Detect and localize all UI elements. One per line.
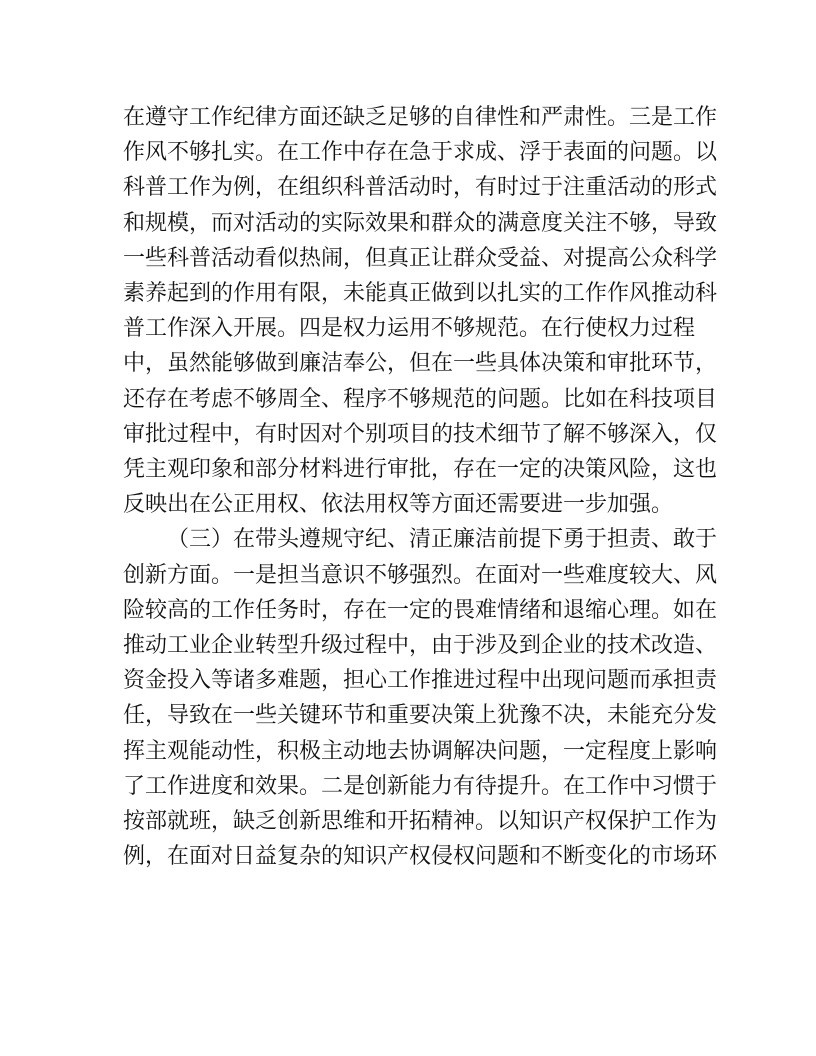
text-line: 中，虽然能够做到廉洁奉公，但在一些具体决策和审批环节，	[123, 351, 718, 377]
text-line: 挥主观能动性，积极主动地去协调解决问题，一定程度上影响	[123, 738, 718, 764]
text-line: 在遵守工作纪律方面还缺乏足够的自律性和严肃性。三是工作	[123, 105, 718, 130]
text-line: 险较高的工作任务时，存在一定的畏难情绪和退缩心理。如在	[123, 597, 718, 623]
text-line: 推动工业企业转型升级过程中，由于涉及到企业的技术改造、	[123, 633, 718, 659]
text-line: 审批过程中，有时因对个别项目的技术细节了解不够深入，仅	[123, 421, 718, 447]
text-line: 普工作深入开展。四是权力运用不够规范。在行使权力过程	[123, 316, 696, 342]
text-line: 资金投入等诸多难题，担心工作推进过程中出现问题而承担责	[123, 668, 718, 694]
text-line: 科普工作为例，在组织科普活动时，有时过于注重活动的形式	[123, 175, 718, 201]
section-heading-line: （三）在带头遵规守纪、清正廉洁前提下勇于担责、敢于	[167, 527, 718, 553]
text-line: 素养起到的作用有限，未能真正做到以扎实的工作作风推动科	[123, 281, 718, 307]
paragraph-1	[123, 100, 718, 522]
document-body	[123, 100, 718, 874]
text-line: 了工作进度和效果。二是创新能力有待提升。在工作中习惯于	[123, 773, 718, 799]
text-line: 一些科普活动看似热闹，但真正让群众受益、对提高公众科学	[123, 245, 718, 271]
text-line: 创新方面。一是担当意识不够强烈。在面对一些难度较大、风	[123, 562, 718, 588]
paragraph-2	[123, 522, 718, 874]
text-line: 任，导致在一些关键环节和重要决策上犹豫不决，未能充分发	[123, 703, 718, 729]
text-line: 按部就班，缺乏创新思维和开拓精神。以知识产权保护工作为	[123, 809, 718, 835]
text-line: 例，在面对日益复杂的知识产权侵权问题和不断变化的市场环	[123, 844, 718, 870]
text-line: 凭主观印象和部分材料进行审批，存在一定的决策风险，这也	[123, 457, 718, 483]
text-line: 还存在考虑不够周全、程序不够规范的问题。比如在科技项目	[123, 386, 718, 412]
text-line: 反映出在公正用权、依法用权等方面还需要进一步加强。	[123, 492, 674, 518]
text-line: 作风不够扎实。在工作中存在急于求成、浮于表面的问题。以	[123, 140, 718, 166]
text-line: 和规模，而对活动的实际效果和群众的满意度关注不够，导致	[123, 210, 718, 236]
